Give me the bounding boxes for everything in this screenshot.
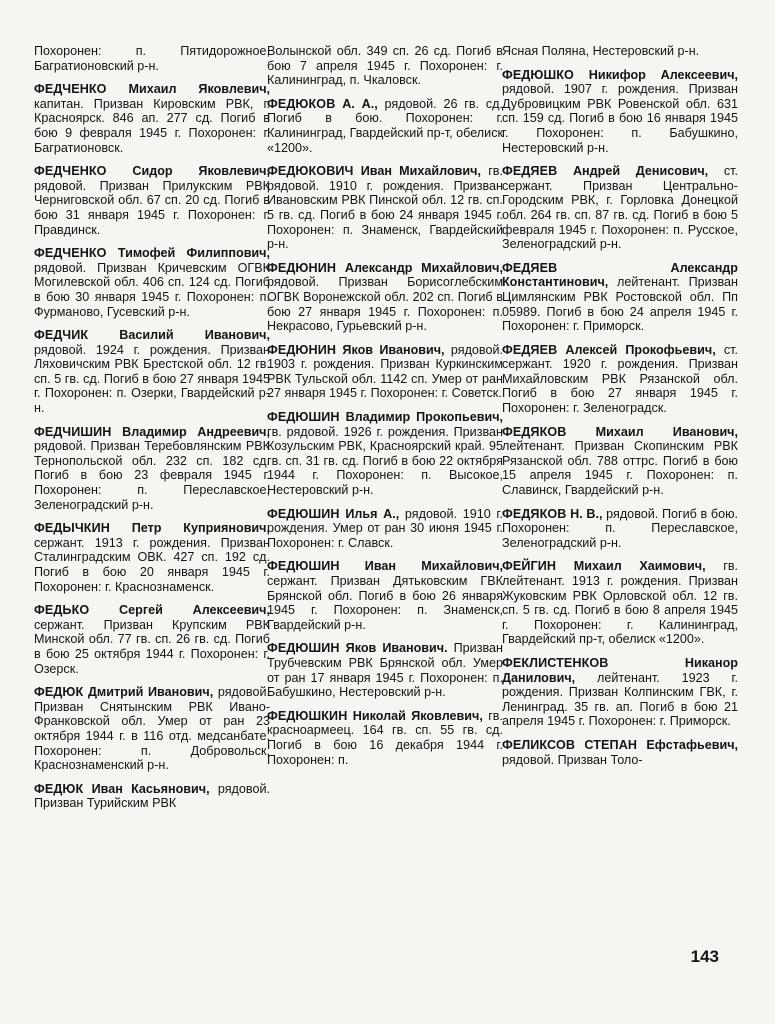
entry-text: рядовой. Призван Толо-	[502, 752, 643, 767]
entry-given-name: Михаил Хаимович,	[573, 559, 706, 574]
entry-text: лейтенант. 1923 г. рождения. Призван Колпинским ГВК, г. Ленинград. 35 гв. ап. Погиб в бою 21 апреля 1945 г. Похоронен: г. Приморск.	[502, 670, 739, 729]
entry-given-name: Иван Михайлович,	[360, 164, 481, 179]
entry	[34, 782, 270, 811]
entry-given-name: Михаил Иванович,	[595, 424, 738, 439]
entry	[34, 521, 270, 594]
entry-surname: ФЕДЯЕВ	[502, 164, 558, 179]
entry	[267, 164, 503, 252]
entry	[34, 685, 270, 773]
entry	[267, 641, 503, 699]
entry-surname: ФЕДЧИШИН	[34, 424, 112, 439]
column-1	[34, 44, 270, 820]
entry-text: гв. красноармеец. 164 гв. сп. 55 гв. сд. Погиб в бою 16 декабря 1944 г. Похоронен: п.	[267, 708, 504, 767]
entry-text: рядовой. Призван Борисоглебским ОГВК Воронежской обл. 202 сп. Погиб в бою 27 января 1945 г. Похоронен: п. Некрасово, Гурьевский р-н.	[267, 275, 503, 334]
entry-given-name: Яков Иванович,	[342, 342, 445, 357]
entry-given-name: Александр Михайлович,	[344, 260, 503, 275]
entry-text: рядовой. 26 гв. сд. Погиб в бою. Похоронен: г. Калининград, Гвардейский пр-т, обелиск «1200».	[267, 96, 503, 155]
entry	[502, 425, 738, 498]
entry-text: рядовой. 1910 г. рождения. Умер от ран 30 июня 1945 г. Похоронен: г. Славск.	[267, 506, 503, 550]
entry-given-name: Ефстафьевич,	[646, 737, 738, 752]
entry-given-name: Тимофей Филиппович,	[117, 246, 270, 261]
entry	[502, 559, 738, 647]
entry-given-name: Владимир Андреевич,	[122, 424, 270, 439]
entry	[34, 82, 270, 155]
entry-text: сержант. 1913 г. рождения. Призван Сталинградским ОВК. 427 сп. 192 сд. Погиб в бою 20 января 1945 г. Похоронен: г. Краснознаменск.	[34, 535, 270, 594]
entry-text: Призван Трубчевским РВК Брянской обл. Умер от ран 17 января 1945 г. Похоронен: п. Бабушкино, Нестеровский р-н.	[267, 641, 503, 700]
entry	[34, 425, 270, 513]
entry	[34, 603, 270, 676]
entry-text: рядовой. Погиб в бою. Похоронен: п. Переславское, Зеленоградский р-н.	[502, 506, 739, 550]
entry-text: рядовой. 1907 г. рождения. Призван Дубровицким РВК Ровенской обл. 631 сп. 159 сд. Погиб в бою 16 января 1945 г. Похоронен: п. Бабушкино, Нестеровский р-н.	[502, 82, 738, 155]
entry-text: Похоронен: п. Пятидорожное, Багратионовский р-н.	[34, 44, 270, 73]
entry-text: рядовой. Призван Кричевским ОГВК Могилевской обл. 406 сп. 124 сд. Погиб в бою 30 января 1945 г. Похоронен: п. Фурманово, Гусевский р-н.	[34, 260, 270, 319]
entry-surname: ФЕДЧЕНКО	[34, 82, 107, 97]
entry-text: лейтенант. Призван Цимлянским РВК Ростовской обл. Пп 05989. Погиб в бою 24 апреля 1945 г. Похоронен: г. Приморск.	[502, 275, 738, 334]
entry-given-name: Никифор Алексеевич,	[588, 67, 739, 82]
entry	[267, 261, 503, 334]
entry-given-name: Андрей Денисович,	[572, 164, 709, 179]
entry-given-name: Владимир Прокопьевич,	[345, 410, 503, 425]
entry-given-name: А. А.,	[342, 96, 378, 111]
entry-surname: ФЕЛИКСОВ СТЕПАН	[502, 737, 638, 752]
entry-surname: ФЕДЮКОВ	[267, 96, 336, 111]
entry-given-name: Никанор Данилович,	[502, 655, 738, 685]
entry	[502, 507, 738, 551]
entry	[34, 328, 270, 416]
entry-given-name: Петр Куприянович,	[131, 521, 270, 536]
entry-surname: ФЕДЮНИН	[267, 342, 337, 357]
entry-surname: ФЕКЛИСТЕНКОВ	[502, 655, 609, 670]
entry-surname: ФЕДЮНИН	[267, 260, 337, 275]
entry-surname: ФЕДЬКО	[34, 603, 90, 618]
entry-surname: ФЕДЧЕНКО	[34, 164, 107, 179]
entry-surname: ФЕДЯЕВ	[502, 260, 558, 275]
entry-surname: ФЕДЫЧКИН	[34, 521, 110, 536]
entry-surname: ФЕДЮШИН	[267, 559, 340, 574]
entry-text: рядовой. 1903 г. рождения. Призван Куркинским РВК Тульской обл. 1142 сп. Умер от ран 27 января 1945 г. Похоронен: г. Советск.	[267, 342, 504, 401]
entry-text: лейтенант. Призван Скопинским РВК Рязанской обл. 788 оттрс. Погиб в бою 15 апреля 1945 г. Похоронен: п. Славинск, Гвардейский р-н.	[502, 439, 738, 498]
entry-text: гв. лейтенант. 1913 г. рождения. Призван Жуковским РВК Орловской обл. 12 гв. сп. 5 гв. сд. Погиб в бою 8 апреля 1945 г. Похоронен: г. Калининград, Гвардейский пр-т, обелиск «1200».	[502, 559, 739, 647]
entry	[502, 656, 738, 729]
entry	[502, 343, 738, 416]
entry-text: гв. рядовой. 1926 г. рождения. Призван Козульским РВК, Красноярский край. 95 гв. сп. 31 гв. сд. Погиб в бою 22 октября 1944 г. Похоронен: п. Высокое, Нестеровский р-н.	[267, 424, 503, 498]
entry	[267, 97, 503, 155]
page-number: 143	[690, 947, 719, 966]
entry-text: ст. сержант. 1920 г. рождения. Призван Михайловским РВК Рязанской обл. Погиб в бою 27 января 1945 г. Похоронен: г. Зеленоградск.	[502, 342, 739, 416]
entry-surname: ФЕДЮШИН	[267, 506, 340, 521]
entry-text: Волынской обл. 349 сп. 26 сд. Погиб в бою 7 апреля 1945 г. Похоронен: г. Калининград, п. Чкаловск.	[267, 44, 503, 88]
entry	[267, 343, 503, 401]
entry	[267, 507, 503, 551]
entry-given-name: Н. В.,	[570, 506, 603, 521]
entry	[34, 164, 270, 237]
entry	[267, 559, 503, 632]
column-3	[502, 44, 738, 776]
entry-given-name: Михаил Яковлевич,	[128, 82, 271, 97]
entry	[502, 164, 738, 252]
entry-surname: ФЕДЮШКО	[502, 67, 574, 82]
entry-given-name: Илья А.,	[345, 506, 400, 521]
entry-surname: ФЕДЮШИН	[267, 641, 340, 656]
entry-text: сержант. Призван Крупским РВК Минской обл. 77 гв. сп. 26 гв. сд. Погиб в бою 25 октября 1944 г. Похоронен: г. Озерск.	[34, 617, 270, 676]
entry-text: рядовой. Призван Теребовлянским РВК Тернопольской обл. 232 сп. 182 сд. Погиб в бою 23 февраля 1945 г. Похоронен: п. Переславское, Зеленоградский р-н.	[34, 439, 270, 512]
entry-text: капитан. Призван Кировским РВК, г. Красноярск. 846 ап. 277 сд. Погиб в бою 9 февраля 1945 г. Похоронен: г. Багратионовск.	[34, 96, 270, 155]
entry	[502, 68, 738, 156]
entry-text: сержант. Призван Дятьковским ГВК Брянской обл. Погиб в бою 26 января 1945 г. Похоронен: п. Знаменск, Гвардейский р-н.	[267, 574, 503, 632]
entry	[502, 738, 738, 767]
entry-surname: ФЕДЧЕНКО	[34, 246, 107, 261]
entry-continuation	[502, 44, 738, 59]
entry-surname: ФЕДЯКОВ	[502, 424, 567, 439]
entry-given-name: Яков Иванович.	[345, 641, 448, 656]
entry	[267, 709, 503, 767]
entry-given-name: Иван Михайлович,	[364, 559, 504, 574]
entry-given-name: Александр Константинович,	[502, 260, 738, 290]
entry-text: рядовой. Призван Прилукским РВК Черниговской обл. 67 сп. 20 сд. Погиб в бою 31 января 1945 г. Похоронен: г. Правдинск.	[34, 178, 270, 237]
entry-given-name: Дмитрий Иванович,	[87, 685, 214, 700]
entry-text: рядовой. 1924 г. рождения. Призван Ляховичским РВК Брестской обл. 12 гв. сп. 5 гв. сд. Погиб в бою 27 января 1945 г. Похоронен: п. Озерки, Гвардейский р-н.	[34, 342, 270, 416]
entry-text: гв. рядовой. 1910 г. рождения. Призван Ивановским РВК Пинской обл. 12 гв. сп. 5 гв. сд. Погиб в бою 24 января 1945 г. Похоронен: п. Знаменск, Гвардейский р-н.	[267, 164, 503, 252]
entry-surname: ФЕДЮШИН	[267, 410, 340, 425]
entry	[502, 261, 738, 334]
entry-given-name: Сидор Яковлевич,	[132, 164, 270, 179]
entry-text: Ясная Поляна, Нестеровский р-н.	[502, 44, 700, 58]
entry-given-name: Алексей Прокофьевич,	[565, 342, 716, 357]
entry-continuation	[267, 44, 503, 88]
entry-surname: ФЕДЮК	[34, 781, 84, 796]
entry-text: ст. сержант. Призван Центрально-Городским РВК, г. Горловка Донецкой обл. 264 гв. сп. 87 гв. сд. Погиб в бою 5 февраля 1945 г. Похоронен: п. Русское, Зеленоградский р-н.	[502, 164, 739, 252]
entry-continuation	[34, 44, 270, 73]
entry-surname: ФЕДЮШКИН	[267, 708, 348, 723]
entry-given-name: Иван Касьянович,	[91, 781, 210, 796]
entry-given-name: Василий Иванович,	[119, 328, 270, 343]
entry-text: рядовой. Призван Снятынским РВК Ивано-Франковской обл. Умер от ран 23 октября 1944 г. в 116 отд. медсанбате. Похоронен: п. Добровольск, Краснознаменский р-н.	[34, 685, 270, 773]
entry-surname: ФЕДЮКОВИЧ	[267, 164, 354, 179]
entry-surname: ФЕЙГИН	[502, 559, 557, 574]
entry-surname: ФЕДЧИК	[34, 328, 89, 343]
entry-surname: ФЕДЮК	[34, 685, 84, 700]
entry-text: рядовой. Призван Турийским РВК	[34, 781, 270, 811]
entry	[34, 246, 270, 319]
entry	[267, 410, 503, 498]
entry-given-name: Сергей Алексеевич,	[119, 603, 270, 618]
entry-given-name: Николай Яковлевич,	[352, 708, 483, 723]
entry-surname: ФЕДЯКОВ	[502, 506, 567, 521]
entry-surname: ФЕДЯЕВ	[502, 342, 558, 357]
column-2	[267, 44, 503, 776]
